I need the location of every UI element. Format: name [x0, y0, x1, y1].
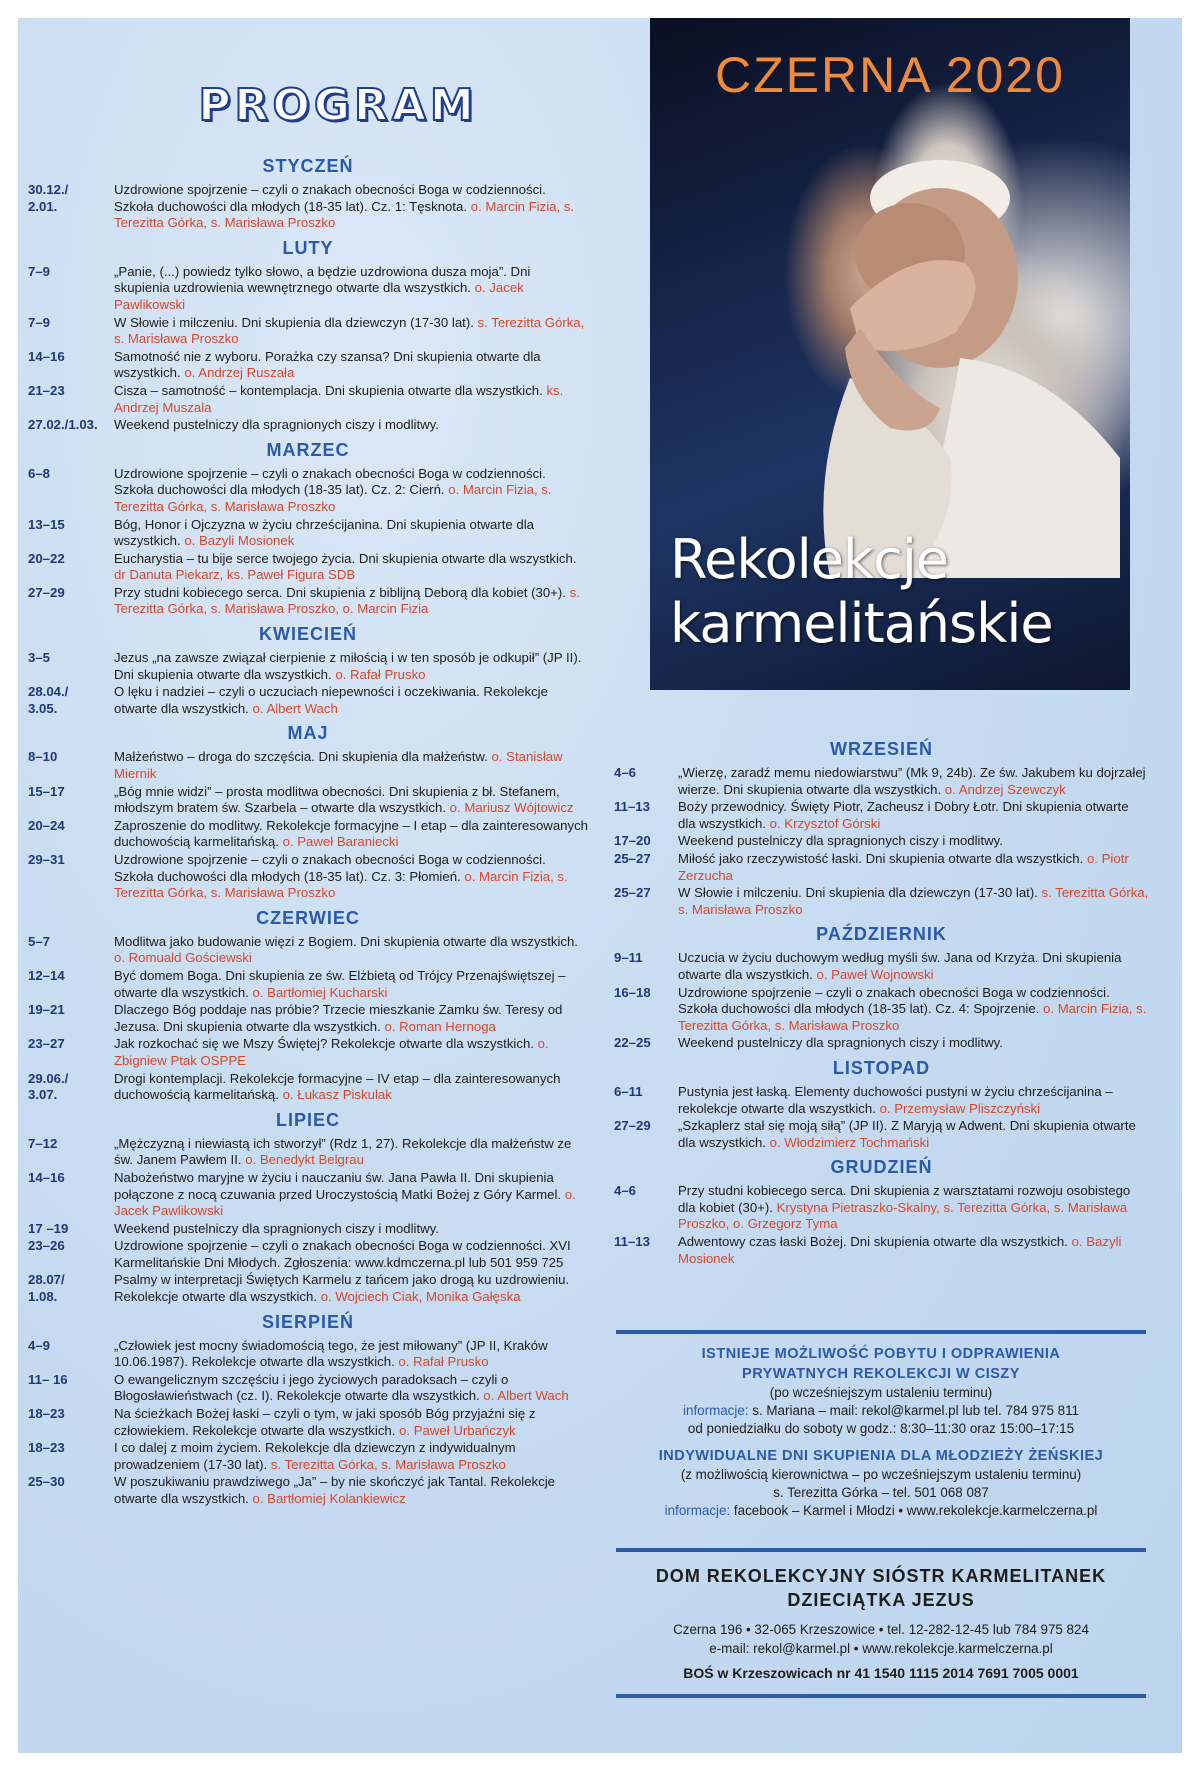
info-hours: od poniedziałku do soboty w godz.: 8:30–11:30 oraz 15:00–17:15	[687, 1421, 1075, 1436]
event-description	[114, 466, 588, 516]
event-row	[28, 934, 588, 967]
event-leader: o. Bartłomiej Kucharski	[252, 984, 388, 1000]
event-text: Samotność nie z wyboru. Porażka czy szansa? Dni skupienia otwarte dla wszystkich.	[114, 348, 541, 381]
event-date: 4–6	[614, 1183, 637, 1199]
main-title	[670, 528, 1130, 656]
month-heading: LUTY	[282, 237, 334, 258]
event-leader: o. Stanisław Miernik	[114, 749, 563, 782]
event-description	[114, 1221, 588, 1238]
event-leader: o. Andrzej Ruszała	[184, 365, 295, 381]
info-heading-3: INDYWIDUALNE DNI SKUPIENIA DLA MŁODZIEŻY ŻEŃSKIEJ	[658, 1448, 1104, 1464]
event-description	[114, 684, 588, 717]
event-description	[114, 650, 588, 683]
event-row	[28, 466, 588, 516]
event-date: 27.02./1.03.	[28, 417, 98, 433]
event-row	[614, 885, 1149, 918]
event-row	[28, 551, 588, 584]
event-leader: Krystyna Pietraszko-Skalny, s. Terezitta Górka, s. Marisława Proszko, o. Grzegorz Tyma	[678, 1199, 1128, 1232]
event-text: Boży przewodnicy. Święty Piotr, Zacheusz i Dobry Łotr. Dni skupienia otwarte dla wszystkich.	[678, 799, 1129, 831]
program-right-column	[614, 733, 1149, 1268]
event-row	[28, 1238, 588, 1271]
event-leader: o. Romuald Gościewski	[114, 950, 252, 966]
event-description	[114, 1136, 588, 1169]
event-description	[114, 1406, 588, 1439]
event-row	[28, 1170, 588, 1220]
event-leader: o. Paweł Wojnowski	[816, 966, 934, 982]
event-date: 25–30	[28, 1474, 65, 1490]
event-description	[678, 1035, 1149, 1052]
event-text: Miłość jako rzeczywistość łaski. Dni skupienia otwarte dla wszystkich.	[678, 850, 1087, 866]
event-text: „Wierzę, zaradź memu niedowiarstwu” (Mk 9, 24b). Ze św. Jakubem ku dojrzałej wierze. Dni skupienia otwarte dla wszystkich.	[678, 765, 1146, 797]
event-date: 14–16	[28, 348, 65, 364]
event-row	[28, 517, 588, 550]
event-description	[678, 950, 1149, 983]
event-date: 29–31	[28, 852, 65, 867]
event-text: Modlitwa jako budowanie więzi z Bogiem. Dni skupienia otwarte dla wszystkich.	[114, 933, 578, 949]
event-leader: o. Piotr Zerzucha	[678, 850, 1129, 883]
event-row	[28, 1440, 588, 1473]
event-description	[114, 749, 588, 782]
event-row	[28, 585, 588, 618]
event-text: Bóg, Honor i Ojczyzna w życiu chrześcijanina. Dni skupienia otwarte dla wszystkich.	[114, 516, 534, 549]
event-leader: ks. Andrzej Muszala	[114, 382, 564, 415]
event-row	[28, 852, 588, 902]
event-date: 4–6	[614, 765, 637, 780]
event-description	[114, 1170, 588, 1220]
event-row	[28, 182, 588, 232]
event-text: W Słowie i milczeniu. Dni skupienia dla dziewczyn (17-30 lat).	[678, 885, 1042, 901]
event-row	[28, 1221, 588, 1238]
event-row	[28, 417, 588, 434]
event-description	[678, 1084, 1149, 1117]
event-row	[28, 1372, 588, 1405]
event-text: Na ścieżkach Bożej łaski – czyli o tym, w jaki sposób Bóg przyjaźni się z człowiekiem. Rekolekcje otwarte dla wszystkich.	[114, 1406, 536, 1438]
event-leader: o. Mariusz Wójtowicz	[449, 800, 574, 816]
event-date: 18–23	[28, 1406, 65, 1422]
event-text: „Człowiek jest mocny świadomością tego, że jest miłowany” (JP II, Kraków 10.06.1987). Rekolekcje otwarte dla wszystkich.	[114, 1337, 548, 1370]
event-row	[28, 784, 588, 817]
event-leader: o. Bazyli Mosionek	[678, 1234, 1122, 1266]
event-description	[114, 1036, 588, 1069]
event-text: Weekend pustelniczy dla spragnionych ciszy i modlitwy.	[114, 417, 439, 433]
event-date: 7–9	[28, 314, 51, 330]
info-contact-2-info	[616, 1502, 1146, 1520]
event-description	[114, 784, 588, 817]
event-date: 27–29	[28, 584, 65, 600]
event-date: 9–11	[614, 950, 643, 966]
month-heading: STYCZEŃ	[262, 156, 354, 176]
event-text: I co dalej z moim życiem. Rekolekcje dla dziewczyn z indywidualnym prowadzeniem (17-30 lat).	[114, 1440, 516, 1472]
event-description	[678, 851, 1149, 884]
event-text: Przy studni kobiecego serca. Dni skupienia z warsztatami rozwoju osobistego dla kobiet (30+).	[678, 1183, 1131, 1215]
event-row	[28, 1406, 588, 1439]
info-contact-1-text: s. Mariana – mail: rekol@karmel.pl lub tel. 784 975 811	[752, 1403, 1079, 1418]
event-text: Weekend pustelniczy dla spragnionych ciszy i modlitwy.	[114, 1220, 439, 1236]
event-date: 28.07/ 1.08.	[28, 1272, 65, 1305]
event-text: „Szkaplerz stał się moją siłą” (JP II). Z Maryją w Adwent. Dni skupienia otwarte dla wszystkich.	[678, 1118, 1136, 1150]
month-heading: CZERWIEC	[256, 907, 360, 928]
event-date: 19–21	[28, 1002, 65, 1018]
info-heading-1: ISTNIEJE MOŻLIWOŚĆ POBYTU I ODPRAWIENIA	[701, 1346, 1061, 1362]
info-contact-2-label: informacje:	[664, 1503, 731, 1518]
pope-praying-illustration	[790, 158, 1120, 578]
event-leader: o. Przemysław Pliszczyński	[879, 1100, 1041, 1116]
event-text: Uzdrowione spojrzenie – czyli o znakach obecności Boga w codzienności. Szkoła duchowości dla młodych (18-35 lat). Cz. 1: Tęsknota.	[114, 182, 546, 214]
event-date: 21–23	[28, 382, 65, 398]
event-leader: o. Albert Wach	[252, 700, 338, 716]
month-heading: MARZEC	[266, 439, 350, 460]
month-heading: PAŹDZIERNIK	[816, 924, 947, 945]
event-text: „Panie, (...) powiedz tylko słowo, a będzie uzdrowiona dusza moja”. Dni skupienia uzdrowienia wewnętrznego otwarte dla wszystkich.	[114, 263, 531, 296]
event-description	[114, 818, 588, 851]
event-text: Psalmy w interpretacji Świętych Karmelu z tańcem jako drogą ku uzdrowieniu. Rekolekcje otwarte dla wszystkich.	[114, 1272, 570, 1305]
event-row	[28, 315, 588, 348]
event-date: 18–23	[28, 1440, 65, 1456]
event-row	[614, 799, 1149, 832]
event-date: 25–27	[614, 850, 651, 866]
event-date: 5–7	[28, 933, 51, 949]
event-text: Uczucia w życiu duchowym według myśli św. Jana od Krzyża. Dni skupienia otwarte dla wszystkich.	[678, 950, 1122, 982]
event-date: 27–29	[614, 1118, 651, 1134]
event-leader: o. Marcin Fizia, s. Terezitta Górka, s. Marisława Proszko	[114, 868, 568, 901]
event-date: 17 –19	[28, 1220, 69, 1236]
event-text: Uzdrowione spojrzenie – czyli o znakach obecności Boga w codzienności. Szkoła duchowości dla młodych (18-35 lat). Cz. 2: Cierń.	[114, 465, 546, 498]
event-description	[678, 799, 1149, 832]
event-row	[28, 1338, 588, 1371]
event-description	[114, 383, 588, 416]
event-leader: o. Rafał Prusko	[335, 666, 426, 682]
event-text: Cisza – samotność – kontemplacja. Dni skupienia otwarte dla wszystkich.	[114, 382, 547, 398]
house-box	[616, 1548, 1146, 1698]
event-date: 3–5	[28, 650, 51, 666]
event-text: Pustynia jest łaską. Elementy duchowości pustyni w życiu chrześcijanina – rekolekcje otwarte dla wszystkich.	[678, 1083, 1113, 1116]
event-row	[614, 765, 1149, 798]
info-contact-1	[616, 1402, 1146, 1420]
event-description	[114, 1002, 588, 1035]
event-date: 15–17	[28, 783, 65, 799]
event-leader: s. Terezitta Górka, s. Marisława Proszko	[114, 314, 585, 347]
house-address: Czerna 196 • 32-065 Krzeszowice • tel. 12-282-12-45 lub 784 975 824	[673, 1622, 1089, 1637]
event-date: 11– 16	[28, 1371, 68, 1387]
event-row	[614, 1084, 1149, 1117]
month-heading: MAJ	[287, 723, 329, 744]
event-description	[678, 1183, 1149, 1233]
event-row	[28, 818, 588, 851]
event-description	[678, 985, 1149, 1035]
event-text: „Bóg mnie widzi” – prosta modlitwa obecności. Dni skupienia z bł. Stefanem, młodszym bratem św. Szarbela – otwarte dla wszystkich.	[114, 783, 560, 816]
event-date: 13–15	[28, 516, 65, 532]
event-row	[28, 650, 588, 683]
event-date: 6–8	[28, 465, 51, 481]
event-date: 22–25	[614, 1035, 651, 1051]
event-description	[114, 585, 588, 618]
event-leader: s. Terezitta Górka, s. Marisława Proszko	[678, 885, 1149, 917]
event-description	[114, 1474, 588, 1507]
event-row	[614, 1234, 1149, 1267]
event-row	[28, 684, 588, 717]
event-text: Dlaczego Bóg poddaje nas próbie? Trzecie mieszkanie Zamku św. Teresy od Jezusa. Dni skupienia otwarte dla wszystkich.	[114, 1002, 563, 1034]
month-heading: GRUDZIEŃ	[830, 1157, 933, 1178]
event-leader: o. Andrzej Szewczyk	[944, 781, 1066, 797]
event-date: 12–14	[28, 967, 65, 983]
event-description	[114, 1272, 588, 1305]
event-date: 7–9	[28, 263, 51, 279]
event-date: 6–11	[614, 1083, 643, 1099]
month-heading: SIERPIEŃ	[261, 1311, 355, 1332]
event-text: „Mężczyzną i niewiastą ich stworzył” (Rdz 1, 27). Rekolekcje dla małżeństw ze św. Janem Pawłem II.	[114, 1135, 572, 1168]
event-description	[114, 551, 588, 584]
event-description	[678, 885, 1149, 918]
event-row	[614, 833, 1149, 850]
event-row	[614, 1035, 1149, 1052]
program-left-column	[28, 150, 588, 1509]
event-date: 23–26	[28, 1238, 65, 1254]
house-email: e-mail: rekol@karmel.pl • www.rekolekcje.karmelczerna.pl	[709, 1641, 1053, 1656]
event-leader: o. Paweł Baraniecki	[282, 834, 399, 850]
event-text: O lęku i nadziei – czyli o uczuciach niepewności i oczekiwania. Rekolekcje otwarte dla wszystkich.	[114, 684, 548, 716]
event-leader: o. Włodzimierz Tochmański	[769, 1134, 930, 1150]
main-title-line1: Rekolekcje	[670, 528, 949, 591]
event-row	[28, 968, 588, 1001]
event-text: Jezus „na zawsze związał cierpienie z miłością i w ten sposób je odkupił” (JP II). Dni skupienia otwarte dla wszystkich.	[114, 650, 582, 682]
info-contact-label: informacje:	[683, 1403, 749, 1418]
event-description	[114, 417, 588, 434]
event-row	[614, 985, 1149, 1035]
event-text: Uzdrowione spojrzenie – czyli o znakach obecności Boga w codzienności. Szkoła duchowości dla młodych (18-35 lat). Cz. 3: Płomień.	[114, 852, 546, 884]
event-row	[614, 851, 1149, 884]
event-description	[114, 1372, 588, 1405]
event-description	[678, 765, 1149, 798]
info-note-1: (po wcześniejszym ustaleniu terminu)	[769, 1385, 993, 1400]
event-date: 25–27	[614, 885, 651, 901]
event-description	[114, 1440, 588, 1473]
event-text: Uzdrowione spojrzenie – czyli o znakach obecności Boga w codzienności. XVI Karmelitańskie Dni Młodych. Zgłoszenia: www.kdmczerna.pl lub 501 959 725	[114, 1238, 571, 1270]
event-leader: o. Paweł Urbańczyk	[399, 1422, 516, 1438]
event-leader: o. Benedykt Belgrau	[245, 1152, 364, 1168]
event-leader: o. Krzysztof Górski	[769, 815, 881, 831]
event-text: Uzdrowione spojrzenie – czyli o znakach obecności Boga w codzienności. Szkoła duchowości dla młodych (18-35 lat). Cz. 4: Spojrzenie.	[678, 984, 1110, 1017]
event-leader: o. Zbigniew Ptak OSPPE	[114, 1036, 549, 1068]
event-leader: o. Marcin Fizia, s. Terezitta Górka, s. Marisława Proszko	[114, 482, 552, 514]
house-name-2: DZIECIĄTKA JEZUS	[787, 1590, 975, 1610]
event-description	[114, 264, 588, 314]
event-text: Być domem Boga. Dni skupienia ze św. Elżbietą od Trójcy Przenajświętszej – otwarte dla wszystkich.	[114, 967, 566, 1000]
event-date: 17–20	[614, 833, 651, 849]
year-title: CZERNA 2020	[715, 47, 1065, 103]
event-text: Drogi kontemplacji. Rekolekcje formacyjne – IV etap – dla zainteresowanych duchowością karmelitańską.	[114, 1070, 561, 1103]
event-row	[28, 383, 588, 416]
event-leader: o. Marcin Fizia, s. Terezitta Górka, s. Marisława Proszko	[678, 1001, 1147, 1033]
event-description	[114, 934, 588, 967]
event-text: Weekend pustelniczy dla spragnionych ciszy i modlitwy.	[678, 1035, 1003, 1051]
event-description	[114, 1071, 588, 1104]
event-text: Małżeństwo – droga do szczęścia. Dni skupienia dla małżeństw.	[114, 749, 492, 765]
event-leader: o. Bartłomiej Kolankiewicz	[252, 1491, 406, 1506]
event-text: Jak rozkochać się we Mszy Świętej? Rekolekcje otwarte dla wszystkich.	[114, 1036, 538, 1052]
event-row	[28, 1002, 588, 1035]
event-row	[28, 1036, 588, 1069]
event-leader: o. Jacek Pawlikowski	[114, 1186, 576, 1219]
event-leader: o. Bazyli Mosionek	[184, 533, 295, 549]
event-date: 30.12./ 2.01.	[28, 182, 69, 214]
event-leader: o. Marcin Fizia, s. Terezitta Górka, s. Marisława Proszko	[114, 198, 575, 231]
event-date: 11–13	[614, 799, 650, 815]
event-leader: s. Terezitta Górka, s. Marisława Proszko, o. Marcin Fizia	[114, 584, 580, 617]
event-leader: o. Jacek Pawlikowski	[114, 280, 524, 312]
event-date: 14–16	[28, 1169, 65, 1185]
event-row	[614, 950, 1149, 983]
event-text: Eucharystia – tu bije serce twojego życia. Dni skupienia otwarte dla wszystkich.	[114, 550, 577, 566]
event-text: Zaproszenie do modlitwy. Rekolekcje formacyjne – I etap – dla zainteresowanych duchowością karmelitańską.	[114, 817, 589, 850]
event-description	[678, 1234, 1149, 1267]
event-description	[678, 833, 1149, 850]
event-date: 23–27	[28, 1036, 65, 1052]
house-bank: BOŚ w Krzeszowicach nr 41 1540 1115 2014 7691 7005 0001	[683, 1665, 1079, 1681]
month-heading: LIPIEC	[275, 1109, 340, 1130]
info-contact-2: s. Terezitta Górka – tel. 501 068 087	[773, 1485, 989, 1500]
event-leader: o. Wojciech Ciak, Monika Gałęska	[320, 1289, 521, 1305]
info-box	[616, 1330, 1146, 1520]
program-title: PROGRAM	[198, 80, 478, 131]
event-leader: o. Roman Hernoga	[384, 1018, 496, 1034]
event-row	[614, 1183, 1149, 1233]
event-row	[28, 349, 588, 382]
event-leader: o. Albert Wach	[483, 1388, 569, 1404]
month-heading: KWIECIEŃ	[259, 624, 357, 645]
event-leader: s. Terezitta Górka, s. Marisława Proszko	[270, 1456, 506, 1472]
event-date: 16–18	[614, 984, 651, 1000]
event-text: W poszukiwaniu prawdziwego „Ja” – by nie skończyć jak Tantal. Rekolekcje otwarte dla wszystkich.	[114, 1474, 556, 1506]
event-description	[114, 1338, 588, 1371]
event-date: 28.04./ 3.05.	[28, 684, 69, 716]
event-description	[114, 315, 588, 348]
event-text: Adwentowy czas łaski Bożej. Dni skupienia otwarte dla wszystkich.	[678, 1234, 1072, 1250]
event-text: Weekend pustelniczy dla spragnionych ciszy i modlitwy.	[678, 833, 1003, 849]
event-description	[114, 852, 588, 902]
event-date: 20–22	[28, 550, 65, 566]
month-heading: LISTOPAD	[832, 1057, 931, 1078]
event-description	[114, 349, 588, 382]
event-row	[28, 1071, 588, 1104]
event-text: Przy studni kobiecego serca. Dni skupienia z biblijną Deborą dla kobiet (30+).	[114, 584, 570, 600]
info-contact-2-text: facebook – Karmel i Młodzi • www.rekolekcje.karmelczerna.pl	[733, 1503, 1098, 1518]
event-row	[28, 1272, 588, 1305]
event-text: O ewangelicznym szczęściu i jego życiowych paradoksach – czyli o Błogosławieństwach (cz. I). Rekolekcje otwarte dla wszystkich.	[114, 1371, 509, 1404]
event-description	[678, 1118, 1149, 1151]
house-name-1: DOM REKOLEKCYJNY SIÓSTR KARMELITANEK	[655, 1566, 1107, 1586]
event-text: Nabożeństwo maryjne w życiu i nauczaniu św. Jana Pawła II. Dni skupienia połączone z nocą czuwania przed Uroczystością Matki Bożej z Góry Karmel.	[114, 1169, 565, 1202]
event-date: 7–12	[28, 1135, 58, 1151]
event-date: 8–10	[28, 749, 58, 765]
event-description	[114, 517, 588, 550]
event-row	[28, 749, 588, 782]
event-text: W Słowie i milczeniu. Dni skupienia dla dziewczyn (17-30 lat).	[114, 314, 478, 330]
event-description	[114, 968, 588, 1001]
event-row	[28, 1474, 588, 1507]
event-leader: o. Łukasz Piskulak	[282, 1087, 392, 1103]
event-row	[28, 264, 588, 314]
event-date: 29.06./ 3.07.	[28, 1070, 69, 1103]
event-description	[114, 1238, 588, 1271]
event-leader: o. Rafał Prusko	[398, 1354, 489, 1370]
event-row	[614, 1118, 1149, 1151]
info-note-2: (z możliwością kierownictwa – po wcześniejszym ustaleniu terminu)	[680, 1467, 1082, 1482]
info-heading-2: PRYWATNYCH REKOLEKCJI W CISZY	[742, 1366, 1020, 1382]
event-row	[28, 1136, 588, 1169]
event-date: 11–13	[614, 1234, 650, 1250]
cover-photo	[650, 18, 1130, 690]
event-date: 20–24	[28, 817, 65, 833]
main-title-line2: karmelitańskie	[670, 592, 1053, 655]
event-description	[114, 182, 588, 232]
event-date: 4–9	[28, 1337, 51, 1353]
event-leader: dr Danuta Piekarz, ks. Paweł Figura SDB	[114, 567, 356, 583]
month-heading: WRZESIEŃ	[829, 739, 933, 759]
